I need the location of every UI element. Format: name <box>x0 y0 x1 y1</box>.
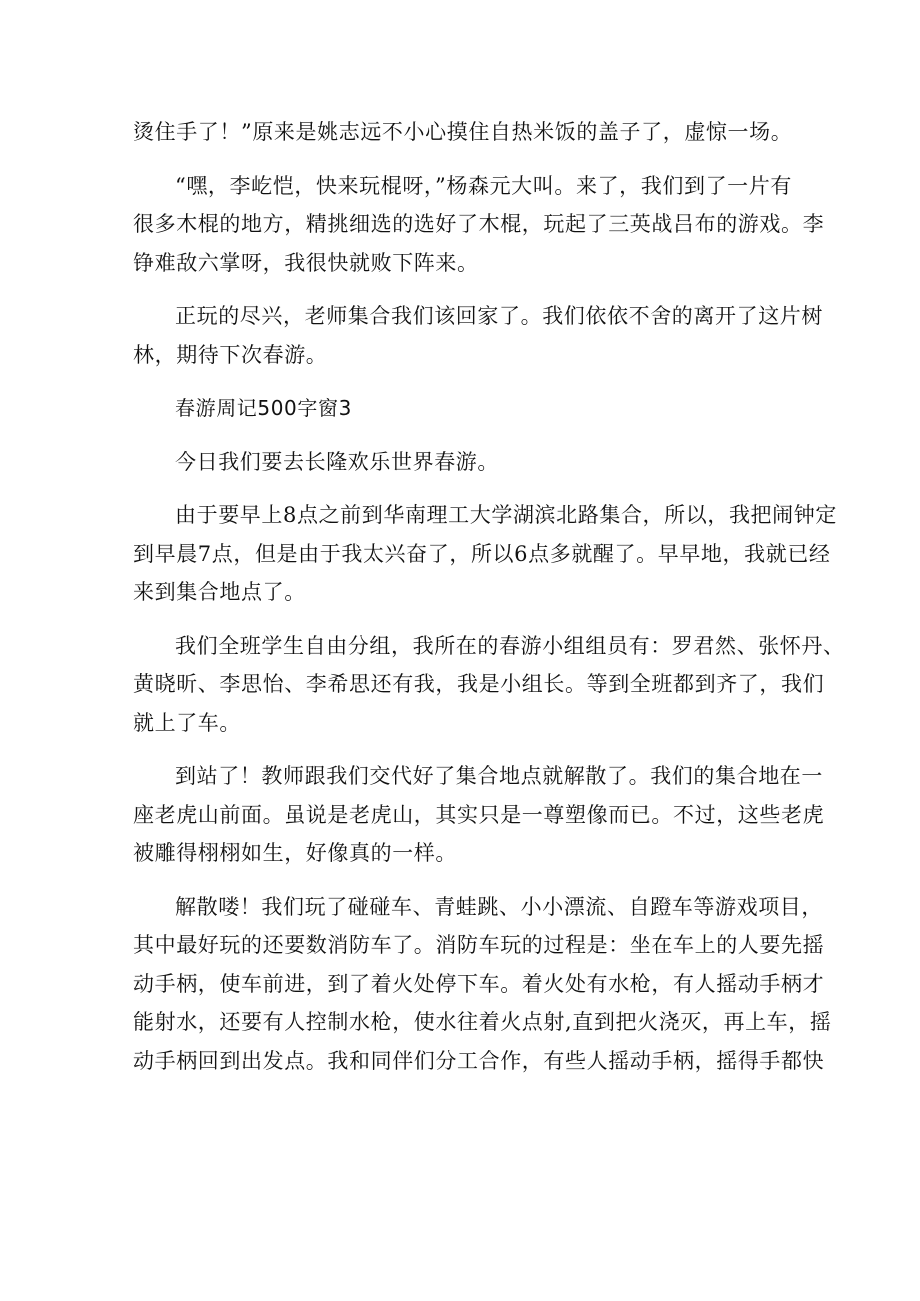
text-line: 今日我们要去长隆欢乐世界春游。 <box>175 449 499 474</box>
text-line: 解散喽！我们玩了碰碰车、青蛙跳、小小漂流、自蹬车等游戏项目， <box>175 894 823 919</box>
text-line: “嘿，李屹恺，快来玩棍呀，”杨森元大叫。来了，我们到了一片有 <box>175 173 792 198</box>
section-title: 春游周记500字窗3 <box>175 396 352 420</box>
paragraph-8 <box>133 757 825 873</box>
text-line: 黄晓昕、李思怡、李希思还有我，我是小组长。等到全班都到齐了，我们 <box>133 672 825 696</box>
text-line: 正玩的尽兴，老师集合我们该回家了。我们依依不舍的离开了这片树 <box>175 304 823 328</box>
paragraph-1 <box>133 113 793 152</box>
text-line: 由于要早上8点之前到华南理工大学湖滨北路集合，所以，我把闹钟定 <box>175 503 837 527</box>
text-line: 铮难敌六掌呀，我很快就败下阵来。 <box>133 250 479 275</box>
text-line: 烫住手了！”原来是姚志远不小心摸住自热米饭的盖子了，虚惊一场。 <box>133 120 793 144</box>
text-line: 来到集合地点了。 <box>133 580 306 604</box>
paragraph-5 <box>133 443 793 482</box>
text-line: 被雕得栩栩如生，好像真的一样。 <box>133 841 457 865</box>
text-line: 到站了！教师跟我们交代好了集合地点就解散了。我们的集合地在一 <box>175 764 823 788</box>
paragraph-2 <box>133 167 825 283</box>
text-line: 到早晨7点，但是由于我太兴奋了，所以6点多就醒了。早早地，我就已经 <box>133 541 831 566</box>
document-body <box>133 113 845 1095</box>
paragraph-9 <box>133 888 832 1081</box>
paragraph-3 <box>133 297 823 374</box>
section-heading <box>133 389 793 428</box>
text-line: 能射水，还要有人控制水枪，使水往着火点射,直到把火浇灭，再上车，摇 <box>133 1010 832 1034</box>
paragraph-7 <box>133 627 845 743</box>
text-line: 动手柄，使车前进，到了着火处停下车。着火处有水枪，有人摇动手柄才 <box>133 971 825 996</box>
text-line: 很多木棍的地方，精挑细选的选好了木棍，玩起了三英战吕布的游戏。李 <box>133 212 825 236</box>
text-line: 座老虎山前面。虽说是老虎山，其实只是一尊塑像而已。不过，这些老虎 <box>133 802 825 827</box>
text-line: 我们全班学生自由分组，我所在的春游小组组员有：罗君然、张怀丹、 <box>175 633 845 658</box>
text-line: 动手柄回到出发点。我和同伴们分工合作，有些人摇动手柄，摇得手都快 <box>133 1048 825 1073</box>
paragraph-6 <box>133 496 837 612</box>
text-line: 其中最好玩的还要数消防车了。消防车玩的过程是：坐在车上的人要先摇 <box>133 933 825 957</box>
text-line: 就上了车。 <box>133 710 241 735</box>
text-line: 林，期待下次春游。 <box>133 342 328 367</box>
